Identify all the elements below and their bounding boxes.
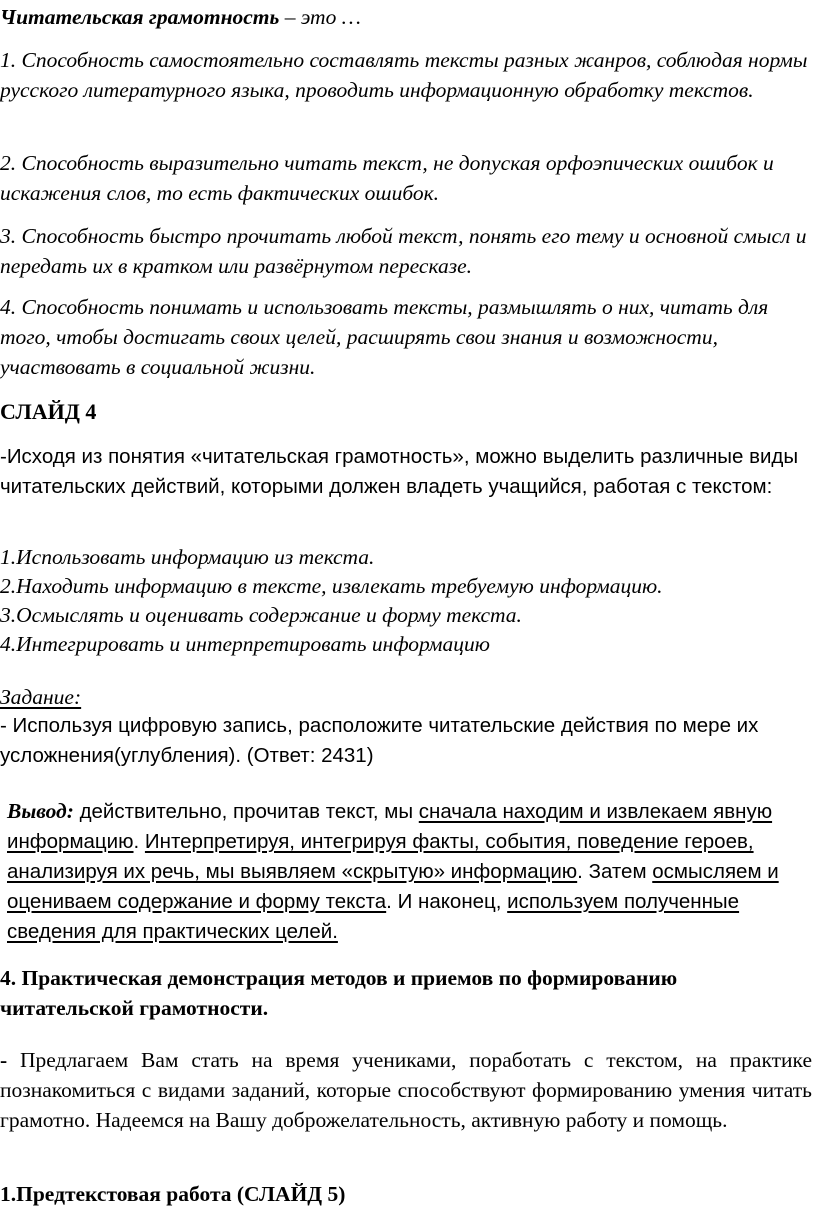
option-4: 4. Способность понимать и использовать тексты, размышлять о них, читать для того, чтобы достигать своих целей, расширять свои знания и возможности, участвовать в социальной жизни. — [0, 295, 769, 379]
pretext-heading: 1.Предтекстовая работа (СЛАЙД 5) — [0, 1182, 346, 1206]
conclusion-text-4: . И наконец, — [386, 890, 508, 913]
option-3: 3. Способность быстро прочитать любой текст, понять его тему и основной смысл и передать их в кратком или развёрнутом пересказе. — [0, 224, 807, 278]
reading-action-3: 3.Осмыслять и оценивать содержание и форму текста. — [0, 603, 522, 627]
conclusion-text-3: . Затем — [577, 860, 653, 883]
reading-actions-list — [0, 543, 812, 659]
definition-line — [0, 2, 812, 32]
reading-action-4: 4.Интегрировать и интерпретировать информацию — [0, 632, 490, 656]
task-label: Задание: — [0, 685, 82, 709]
conclusion-text-2: . — [133, 830, 145, 853]
conclusion-underline-4: используем полученные сведения для практических целей. — [7, 890, 740, 943]
conclusion-text-1: действительно, прочитав текст, мы — [73, 800, 419, 823]
reading-action-1: 1.Использовать информацию из текста. — [0, 545, 375, 569]
slide4-heading: СЛАЙД 4 — [0, 399, 97, 424]
slide4-intro: -Исходя из понятия «читательская грамотность», можно выделить различные виды читательских действий, которыми должен владеть учащийся, работая с текстом: — [0, 445, 799, 498]
conclusion-underline-3: осмысляем и оцениваем содержание и форму текста — [7, 860, 779, 913]
definition-suffix: – это … — [279, 5, 361, 29]
definition-term: Читательская грамотность — [0, 5, 280, 29]
section4-heading: 4. Практическая демонстрация методов и приемов по формированию читательской грамотности. — [0, 966, 678, 1020]
conclusion-underline-2: Интерпретируя, интегрируя факты, события, поведение героев, анализируя их речь, мы выявляем «скрытую» информацию — [7, 830, 754, 883]
reading-action-2: 2.Находить информацию в тексте, извлекать требуемую информацию. — [0, 574, 663, 598]
section4-paragraph — [0, 1045, 812, 1135]
option-2: 2. Способность выразительно читать текст, не допуская орфоэпических ошибок и искажения слов, то есть фактических ошибок. — [0, 151, 774, 205]
section4-dash: - — [0, 1048, 8, 1072]
section4-text: Предлагаем Вам стать на время учениками, поработать с текстом, на практике познакомиться с видами заданий, которые способствуют формированию умения читать грамотно. Надеемся на Вашу доброжелательность, активную работу и помощь. — [0, 1048, 812, 1132]
option-1: 1. Способность самостоятельно составлять тексты разных жанров, соблюдая нормы русского литературного языка, проводить информационную обработку текстов. — [0, 48, 808, 102]
conclusion-paragraph — [0, 796, 812, 947]
conclusion-underline-1: сначала находим и извлекаем явную информацию — [7, 800, 773, 853]
conclusion-label: Вывод: — [7, 799, 74, 823]
task-text: - Используя цифровую запись, расположите читательские действия по мере их усложнения(углубления). (Ответ: 2431) — [0, 714, 759, 767]
